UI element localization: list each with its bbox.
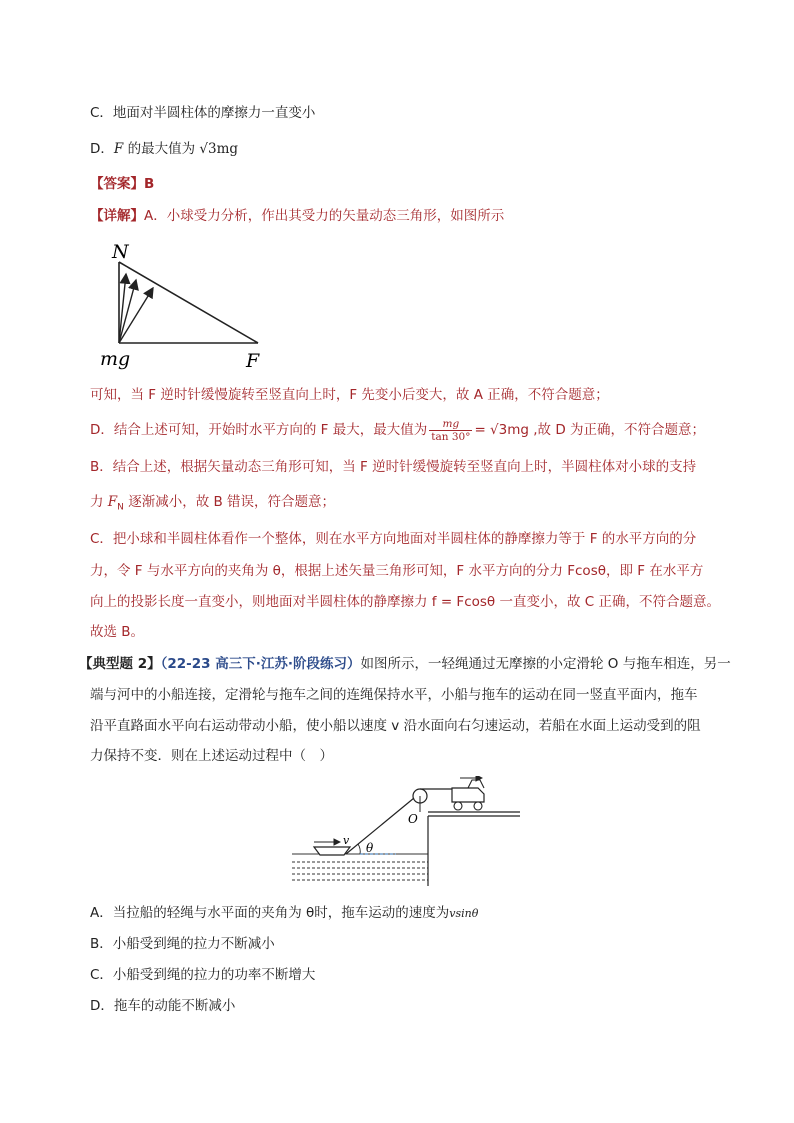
cart-body — [452, 788, 484, 802]
velocity-label: v — [343, 834, 350, 847]
explanation-c-line3: 向上的投影长度一直变小，则地面对半圆柱体的静摩擦力 f = Fcosθ 一直变小，故 C 正确，不符合题意。 — [90, 594, 720, 610]
rope-to-boat — [346, 798, 414, 854]
option-a-text: A．当拉船的轻绳与水平面的夹角为 θ时，拖车运动的速度为 — [90, 905, 450, 921]
hypotenuse — [119, 262, 258, 343]
option-c: C．小船受到绳的拉力的功率不断增大 — [90, 967, 316, 983]
fraction-denominator: tan 30° — [431, 430, 471, 443]
answer-label: 【答案】B — [90, 176, 155, 192]
question-2-header — [79, 654, 731, 674]
symbol-fn: F — [107, 494, 118, 510]
explanation-b-line2 — [90, 492, 335, 518]
water-surface — [292, 854, 428, 880]
question-tag: 【典型题 2】 — [79, 656, 161, 672]
explanation-a-conclusion: 可知，当 F 逆时针缓慢旋转至竖直向上时，F 先变小后变大，故 A 正确，不符合题意； — [90, 387, 609, 403]
explanation-d-post: = √3mg ,故 D 为正确，不符合题意； — [474, 422, 706, 438]
angle-arc — [358, 844, 360, 854]
boat — [314, 847, 350, 855]
option-c-prev: C．地面对半圆柱体的摩擦力一直变小 — [90, 105, 316, 121]
explanation-d — [90, 416, 705, 444]
symbol-fn-sub: N — [117, 502, 124, 513]
label-n: N — [112, 241, 129, 263]
fraction-mg-tan30 — [429, 418, 472, 443]
option-d-prev — [90, 139, 238, 159]
explanation-d-pre: D．结合上述可知，开始时水平方向的 F 最大，最大值为 — [90, 422, 428, 438]
angle-label: θ — [366, 841, 374, 855]
option-d-value: √3mg — [199, 141, 239, 157]
vector-triangle-diagram — [100, 232, 280, 378]
label-mg: mg — [100, 348, 131, 370]
question-line4: 力保持不变．则在上述运动过程中（ ） — [90, 748, 333, 764]
explanation-label: 【详解】 — [90, 208, 144, 224]
explanation-conclusion: 故选 B。 — [90, 624, 145, 640]
option-d-var: F — [113, 141, 124, 157]
cart-wheel-rear — [454, 802, 462, 810]
explanation-b-line2-pre: 力 — [90, 494, 108, 510]
option-d: D．拖车的动能不断减小 — [90, 998, 236, 1014]
cart-wheel-front — [474, 802, 482, 810]
explanation-a-intro: A．小球受力分析，作出其受力的矢量动态三角形，如图所示 — [144, 208, 505, 224]
option-a — [90, 903, 478, 924]
boat-pulley-figure — [288, 776, 524, 890]
option-a-expr: vsinθ — [449, 907, 479, 920]
fraction-numerator: mg — [429, 418, 472, 431]
question-line2: 端与河中的小船连接，定滑轮与拖车之间的连绳保持水平，小船与拖车的运动在同一竖直平面内，拖车 — [90, 687, 698, 703]
pulley-label: O — [408, 812, 418, 826]
option-d-mid: 的最大值为 — [123, 141, 200, 157]
explanation-b-line2-post: 逐渐减小，故 B 错误，符合题意； — [123, 494, 336, 510]
label-f: F — [246, 350, 260, 372]
explanation-b-line1: B．结合上述，根据矢量动态三角形可知，当 F 逆时针缓慢旋转至竖直向上时，半圆柱体对小球的支持 — [90, 459, 697, 475]
explanation-c-line2: 力，令 F 与水平方向的夹角为 θ，根据上述矢量三角形可知，F 水平方向的分力 Fcosθ，即 F 在水平方 — [90, 563, 704, 579]
question-source: （22-23 高三下·江苏·阶段练习） — [160, 656, 361, 672]
option-b: B．小船受到绳的拉力不断减小 — [90, 936, 275, 952]
question-line3: 沿平直路面水平向右运动带动小船，使小船以速度 v 沿水面向右匀速运动，若船在水面上运动受到的阻 — [90, 718, 701, 734]
question-line1: 如图所示，一轻绳通过无摩擦的小定滑轮 O 与拖车相连，另一 — [360, 656, 731, 672]
option-d-prefix: D． — [90, 141, 114, 157]
explanation-intro — [90, 206, 504, 226]
cart-cab — [468, 780, 484, 788]
explanation-c-line1: C．把小球和半圆柱体看作一个整体，则在水平方向地面对半圆柱体的静摩擦力等于 F 的水平方向的分 — [90, 531, 697, 547]
